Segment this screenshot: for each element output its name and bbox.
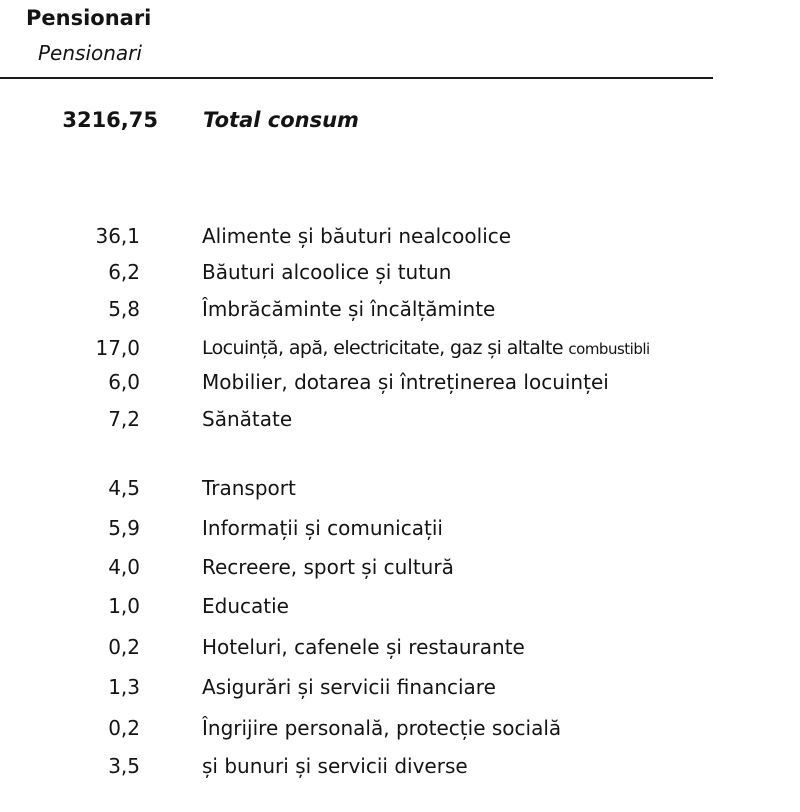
table-row xyxy=(0,294,800,324)
table-row xyxy=(0,513,800,543)
row-value: 5,8 xyxy=(108,297,140,321)
table-row xyxy=(0,473,800,503)
row-value: 1,3 xyxy=(108,675,140,699)
row-label: Băuturi alcoolice și tutun xyxy=(202,260,452,284)
row-value: 17,0 xyxy=(95,336,140,360)
row-value: 4,5 xyxy=(108,476,140,500)
row-value: 4,0 xyxy=(108,555,140,579)
row-label: Îmbrăcăminte și încălțăminte xyxy=(202,297,496,321)
table-row xyxy=(0,552,800,582)
row-value: 6,2 xyxy=(108,260,140,284)
table-row xyxy=(0,367,800,397)
table-row xyxy=(0,591,800,621)
total-value: 3216,75 xyxy=(62,108,158,132)
row-value: 6,0 xyxy=(108,370,140,394)
row-label: Asigurări și servicii financiare xyxy=(202,675,496,699)
header-divider xyxy=(0,77,713,79)
table-row xyxy=(0,632,800,662)
table-subtitle: Pensionari xyxy=(38,41,142,65)
row-value: 5,9 xyxy=(108,516,140,540)
row-label: Alimente și băuturi nealcoolice xyxy=(202,224,512,248)
row-value: 0,2 xyxy=(108,635,140,659)
row-value: 1,0 xyxy=(108,594,140,618)
row-value: 3,5 xyxy=(108,754,140,778)
table-title: Pensionari xyxy=(26,6,152,30)
row-label: Educatie xyxy=(202,594,289,618)
table-row xyxy=(0,751,800,781)
row-value: 7,2 xyxy=(108,407,140,431)
table-row xyxy=(0,713,800,743)
row-label: Îngrijire personală, protecție socială xyxy=(202,716,562,740)
table-row xyxy=(0,221,800,251)
row-label-main: Locuință, apă, electricitate, gaz și altalte xyxy=(202,337,563,359)
row-label: Recreere, sport și cultură xyxy=(202,555,454,579)
row-value: 0,2 xyxy=(108,716,140,740)
row-label: Mobilier, dotarea și întreținerea locuinței xyxy=(202,370,609,394)
row-label-suffix: combustibli xyxy=(568,340,650,358)
row-label: Transport xyxy=(202,476,296,500)
total-label: Total consum xyxy=(203,108,359,132)
row-value: 36,1 xyxy=(95,224,140,248)
row-label xyxy=(202,333,650,364)
row-label: Hoteluri, cafenele și restaurante xyxy=(202,635,525,659)
row-label: și bunuri și servicii diverse xyxy=(202,754,468,778)
table-row xyxy=(0,257,800,287)
table-row xyxy=(0,672,800,702)
table-row xyxy=(0,333,800,363)
table-row xyxy=(0,404,800,434)
row-label: Informații și comunicații xyxy=(202,516,443,540)
row-label: Sănătate xyxy=(202,407,293,431)
